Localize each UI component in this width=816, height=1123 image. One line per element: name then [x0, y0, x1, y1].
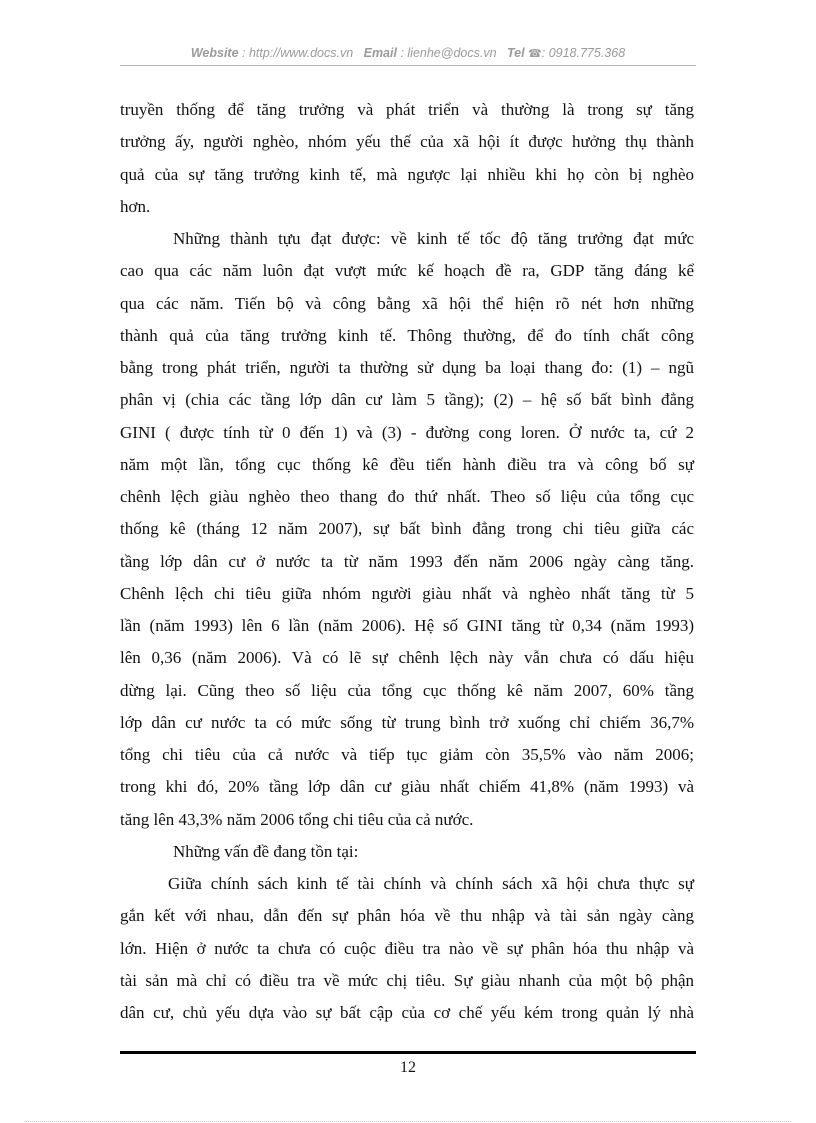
header-divider [120, 65, 696, 66]
text-line: truyền thống để tăng trưởng và phát triển và thường là trong sự tăng [120, 100, 694, 119]
page-number: 12 [400, 1059, 416, 1076]
website-label: Website [190, 46, 239, 60]
phone-icon: ☎ [528, 48, 542, 60]
text-line: dân cư, chủ yếu dựa vào sự bất cập của cơ chế yếu kém trong quản lý nhà [120, 1003, 694, 1022]
text-line: lớn. Hiện ở nước ta chưa có cuộc điều tra nào về sự phân hóa thu nhập và [120, 938, 694, 958]
text-line: năm một lần, tổng cục thống kê đều tiến hành điều tra và công bố sự [120, 454, 694, 474]
footer-divider [120, 1051, 696, 1054]
text-line: lên 0,36 (năm 2006). Và có lẽ sự chênh lệch này vẫn chưa có dấu hiệu [120, 648, 694, 668]
text-line: qua các năm. Tiến bộ và công bằng xã hội thể hiện rõ nét hơn những [120, 293, 694, 313]
text-line: tài sản mà chỉ có điều tra về mức chị tiêu. Sự giàu nhanh của một bộ phận [120, 970, 694, 990]
email-value: : lienhe@docs.vn [400, 46, 497, 60]
text-line: lớp dân cư nước ta có mức sống từ trung bình trở xuống chỉ chiếm 36,7% [120, 712, 694, 732]
text-line: trưởng ấy, người nghèo, nhóm yếu thế của xã hội ít được hưởng thụ thành [120, 132, 694, 152]
page-header [120, 46, 696, 60]
text-line: dừng lại. Cũng theo số liệu của tổng cục thống kê năm 2007, 60% tầng [120, 680, 694, 700]
text-line: Giữa chính sách kinh tế tài chính và chính sách xã hội chưa thực sự [168, 874, 694, 893]
text-line: cao qua các năm luôn đạt vượt mức kế hoạch đề ra, GDP tăng đáng kể [120, 261, 694, 281]
email-label: Email [363, 46, 397, 60]
text-line: gắn kết với nhau, dẫn đến sự phân hóa về thu nhập và tài sản ngày càng [120, 906, 694, 926]
section-heading: Những vấn đề đang tồn tại: [173, 841, 359, 861]
text-line: tổng chi tiêu của cả nước và tiếp tục giảm còn 35,5% vào năm 2006; [120, 745, 694, 764]
text-line: trong khi đó, 20% tầng lớp dân cư giàu nhất chiếm 41,8% (năm 1993) và [120, 777, 694, 797]
text-line: chênh lệch giàu nghèo theo thang đo thứ nhất. Theo số liệu của tổng cục [120, 487, 694, 506]
document-body [120, 94, 694, 1029]
text-line: lần (năm 1993) lên 6 lần (năm 2006). Hệ số GINI tăng từ 0,34 (năm 1993) [120, 616, 694, 635]
text-line: GINI ( được tính từ 0 đến 1) và (3) - đường cong loren. Ở nước ta, cứ 2 [120, 422, 694, 442]
website-value: : http://www.docs.vn [242, 46, 354, 60]
tel-label: Tel [506, 46, 525, 60]
text-line: quả của sự tăng trưởng kinh tế, mà ngược lại nhiều khi họ còn bị nghèo [120, 164, 694, 184]
text-line: Chênh lệch chi tiêu giữa nhóm người giàu nhất và nghèo nhất tăng từ 5 [120, 583, 694, 603]
text-line: bằng trong phát triển, người ta thường sử dụng ba loại thang đo: (1) – ngũ [120, 358, 694, 377]
text-line: Những thành tựu đạt được: về kinh tế tốc độ tăng trưởng đạt mức [173, 229, 694, 248]
text-line: tăng lên 43,3% năm 2006 tổng chi tiêu của cả nước. [120, 809, 474, 829]
text-line: hơn. [120, 196, 151, 216]
text-line: tầng lớp dân cư ở nước ta từ năm 1993 đến năm 2006 ngày càng tăng. [120, 551, 694, 571]
text-line: thành quả của tăng trưởng kinh tế. Thông thường, để đo tính chất công [120, 325, 694, 345]
page-boundary [25, 1121, 791, 1122]
text-line: phân vị (chia các tầng lớp dân cư làm 5 tầng); (2) – hệ số bất bình đẳng [120, 390, 694, 410]
tel-value: : 0918.775.368 [541, 46, 626, 60]
text-line: thống kê (tháng 12 năm 2007), sự bất bình đẳng trong chi tiêu giữa các [120, 519, 694, 539]
